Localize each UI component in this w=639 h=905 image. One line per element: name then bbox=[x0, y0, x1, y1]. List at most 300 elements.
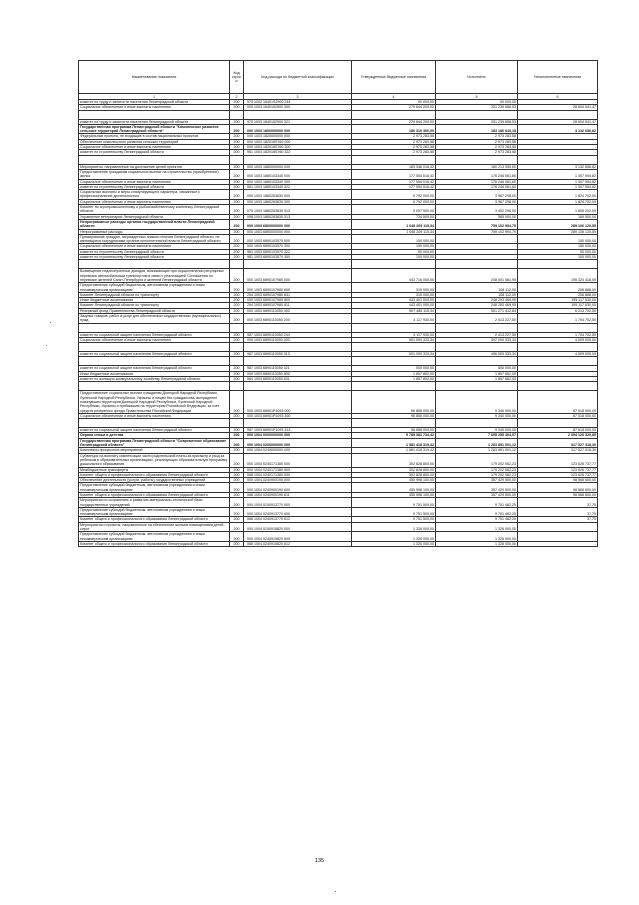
cell-done: 251 239 658,53 bbox=[436, 105, 518, 110]
cell-name: Комитет Ленинградской области по транспорту bbox=[79, 292, 230, 297]
cell-kbk: 000 1003 1880263830 000 bbox=[244, 190, 352, 200]
cell-plan: 443 716 000,00 bbox=[352, 269, 436, 283]
cell-name: Социальное обеспечение и иные выплаты населению bbox=[79, 199, 230, 204]
table-row bbox=[79, 507, 598, 517]
cell-rest: 1 704 702,50 bbox=[518, 332, 598, 337]
cell-rest: - bbox=[518, 371, 598, 376]
cell-code: 200 bbox=[230, 541, 244, 546]
cell-kbk: 000 1004 0240171380 500 bbox=[244, 467, 352, 472]
cell-kbk: 000 1003 6890107980 000 bbox=[244, 269, 352, 283]
cell-code: 200 bbox=[230, 105, 244, 110]
cell-rest: 206 888,00 bbox=[518, 283, 598, 293]
cell-rest: 3 132 656,82 bbox=[518, 164, 598, 169]
cell-rest: 98 568 600,00 bbox=[518, 478, 598, 483]
cell-code: 200 bbox=[230, 244, 244, 249]
spacer-cell bbox=[436, 323, 518, 332]
cell-plan: 455 998 100,00 bbox=[352, 478, 436, 483]
spacer-cell bbox=[518, 357, 598, 366]
cell-plan: 302 828 800,00 bbox=[352, 467, 436, 472]
scan-speck bbox=[50, 322, 51, 323]
cell-plan: 9 751 500,00 bbox=[352, 517, 436, 522]
spacer-cell bbox=[230, 357, 244, 366]
cell-kbk: 000 1003 1880000000 000 bbox=[244, 164, 352, 169]
cell-code: 200 bbox=[230, 119, 244, 124]
cell-code: 200 bbox=[230, 145, 244, 150]
cell-code: 200 bbox=[230, 283, 244, 293]
cell-done: 1 326 000,00 bbox=[436, 522, 518, 532]
cell-name: комитет по социальной защите населения Ленинградской области bbox=[79, 332, 230, 337]
cell-rest: 195 117 530,05 bbox=[518, 298, 598, 303]
cell-rest: 1 307 954,82 bbox=[518, 179, 598, 184]
cell-kbk: 987 1003 68901P1093 313 bbox=[244, 428, 352, 433]
cell-name: Обеспечение деятельности (услуги, работы) государственных учреждений bbox=[79, 478, 230, 483]
cell-name: комитет по социальной защите населения Ленинградской области bbox=[79, 366, 230, 371]
cell-name: Предоставление гражданам социальных выплат на строительство (приобретение) жилья bbox=[79, 169, 230, 179]
scan-speck bbox=[46, 345, 47, 346]
table-row bbox=[79, 234, 598, 244]
cell-name: Мероприятия, направленные на достижение целей проектов bbox=[79, 164, 230, 169]
cell-plan: 5 057 500,00 bbox=[352, 205, 436, 215]
cell-name: Закупка товаров, работ и услуг для обеспечения государственных (муниципальных) нужд bbox=[79, 313, 230, 323]
cell-code: 200 bbox=[230, 337, 244, 342]
cell-done: 176 246 061,60 bbox=[436, 179, 518, 184]
cell-kbk: 987 1003 6890110050 321 bbox=[244, 366, 352, 371]
cell-name: Мероприятия по сохранению и развитию материально-технической базы государственных учреждений bbox=[79, 498, 230, 508]
table-row bbox=[79, 205, 598, 215]
spacer-cell bbox=[352, 155, 436, 164]
table-row bbox=[79, 219, 598, 229]
cell-done: 7 695 255 404,57 bbox=[436, 433, 518, 438]
cell-name: комитет по труду и занятости населения Ленинградской области bbox=[79, 119, 230, 124]
header-budget-code: Код расхода по бюджетной классификации bbox=[244, 61, 352, 94]
cell-done: 176 246 061,60 bbox=[436, 184, 518, 189]
spacer-cell bbox=[79, 323, 230, 332]
cell-plan: 1 048 209 115,34 bbox=[352, 219, 436, 229]
spacer-cell bbox=[244, 260, 352, 269]
spacer-cell bbox=[244, 382, 352, 391]
cell-rest: 123 626 737,77 bbox=[518, 453, 598, 467]
spacer-cell bbox=[436, 419, 518, 428]
cell-done: 500 000,00 bbox=[436, 366, 518, 371]
cell-plan: 1 326 000,00 bbox=[352, 541, 436, 546]
cell-kbk: 981 1003 1880103340 322 bbox=[244, 184, 352, 189]
cell-plan: 1 048 209 115,34 bbox=[352, 229, 436, 234]
cell-plan: 9 751 500,00 bbox=[352, 498, 436, 508]
cell-done: 1 263 891 001,12 bbox=[436, 448, 518, 453]
cell-name: Предоставление субсидий бюджетным, автономным учреждениям и иным некоммерческим организациям bbox=[79, 483, 230, 493]
cell-code: 200 bbox=[230, 184, 244, 189]
column-number: 3 bbox=[244, 94, 352, 100]
spacer-cell bbox=[79, 260, 230, 269]
cell-kbk: 000 1003 1880103340 300 bbox=[244, 179, 352, 184]
cell-rest: - bbox=[518, 532, 598, 542]
spacer-cell bbox=[352, 419, 436, 428]
cell-kbk: 000 1004 0000000000 000 bbox=[244, 433, 352, 438]
cell-rest: - bbox=[518, 150, 598, 155]
cell-rest: 289 106 120,55 bbox=[518, 229, 598, 234]
cell-rest: 37,75 bbox=[518, 498, 598, 508]
cell-name: Управление ветеринарии Ленинградской области bbox=[79, 214, 230, 219]
cell-code: 200 bbox=[230, 532, 244, 542]
cell-kbk: 000 1003 6890000000 000 bbox=[244, 229, 352, 234]
cell-rest: 3 132 656,82 bbox=[518, 124, 598, 134]
cell-kbk: 075 1003 1880263830 313 bbox=[244, 205, 352, 215]
cell-code: 200 bbox=[230, 433, 244, 438]
cell-plan: 507 485 115,34 bbox=[352, 308, 436, 313]
cell-rest: 123 626 737,77 bbox=[518, 472, 598, 477]
cell-code: 200 bbox=[230, 303, 244, 308]
header-line-code: Код строк и bbox=[230, 61, 244, 94]
table-row bbox=[79, 313, 598, 323]
cell-kbk: 000 1003 182018S760 000 bbox=[244, 139, 352, 144]
spacer-row bbox=[79, 419, 598, 428]
cell-done: 9 340 000,00 bbox=[436, 413, 518, 418]
cell-done: 248 401 581,95 bbox=[436, 269, 518, 283]
cell-kbk: 000 1004 0240000000 000 bbox=[244, 448, 352, 453]
cell-code: 200 bbox=[230, 366, 244, 371]
spacer-cell bbox=[244, 155, 352, 164]
cell-name: Межбюджетные трансферты bbox=[79, 467, 230, 472]
cell-code: 200 bbox=[230, 371, 244, 376]
cell-plan: 150 000,00 bbox=[352, 244, 436, 249]
cell-name: Комитет Ленинградской области по транспорту bbox=[79, 303, 230, 308]
cell-plan: 2 973 283,58 bbox=[352, 134, 436, 139]
cell-done: 9 751 462,25 bbox=[436, 507, 518, 517]
spacer-cell bbox=[352, 343, 436, 352]
cell-kbk: 000 1004 0240913770 000 bbox=[244, 498, 352, 508]
cell-plan: 96 858 000,00 bbox=[352, 428, 436, 433]
cell-name: Предоставление социальных выплат гражданам Донецкой Народной Республики, Луганской Народной Республики, Украины и лицам без гражданства, вынужденно покинувшим территории Донецкой Народной Республики, Луганской Народной Республики, Украины и прибывшим на территорию Российской Федерации, за счет средств резервного фонда Правительства Российской Федерации bbox=[79, 391, 230, 413]
cell-done: 759 102 994,79 bbox=[436, 229, 518, 234]
cell-name: Иные бюджетные ассигнования bbox=[79, 298, 230, 303]
cell-plan: 455 998 100,00 bbox=[352, 493, 436, 498]
cell-name: Комитет общего и профессионального образования Ленинградской области bbox=[79, 493, 230, 498]
cell-done: 3 402 298,00 bbox=[436, 205, 518, 215]
cell-code: 200 bbox=[230, 190, 244, 200]
cell-rest: 1 307 954,82 bbox=[518, 169, 598, 179]
cell-code: 200 bbox=[230, 139, 244, 144]
cell-code: 200 bbox=[230, 517, 244, 522]
cell-done: 179 202 062,23 bbox=[436, 467, 518, 472]
cell-code: 200 bbox=[230, 269, 244, 283]
cell-plan: 186 319 300,00 bbox=[352, 124, 436, 134]
cell-plan: 5 792 000,00 bbox=[352, 190, 436, 200]
cell-code: 200 bbox=[230, 219, 244, 229]
cell-kbk: 000 1003 6890110050 300 bbox=[244, 337, 352, 342]
column-number: 2 bbox=[230, 94, 244, 100]
cell-rest: 6 213 702,50 bbox=[518, 308, 598, 313]
spacer-cell bbox=[79, 343, 230, 352]
cell-plan: 2 973 283,58 bbox=[352, 145, 436, 150]
cell-code: 200 bbox=[230, 453, 244, 467]
cell-plan: 177 554 016,42 bbox=[352, 184, 436, 189]
cell-code: 200 bbox=[230, 352, 244, 357]
cell-kbk: 000 1004 0240913770 600 bbox=[244, 507, 352, 517]
table-row bbox=[79, 483, 598, 493]
cell-done: 90 000,00 bbox=[436, 100, 518, 105]
cell-name: Комитет общего и профессионального образования Ленинградской области bbox=[79, 517, 230, 522]
cell-kbk: 000 1003 1820000000 000 bbox=[244, 134, 352, 139]
cell-name: комитет по строительству Ленинградской области bbox=[79, 184, 230, 189]
spacer-cell bbox=[244, 357, 352, 366]
header-indicator-name: Наименование показателя bbox=[79, 61, 230, 94]
spacer-cell bbox=[518, 419, 598, 428]
page-number: 135 bbox=[314, 858, 325, 864]
spacer-cell bbox=[436, 155, 518, 164]
cell-kbk: 000 1003 6890107980 600 bbox=[244, 283, 352, 293]
cell-rest: - bbox=[518, 377, 598, 382]
cell-name: Комитет общего и профессионального образования Ленинградской области bbox=[79, 472, 230, 477]
cell-code: 200 bbox=[230, 472, 244, 477]
cell-kbk: 098 1003 1880263830 313 bbox=[244, 214, 352, 219]
spacer-row bbox=[79, 382, 598, 391]
cell-name: Социальное обеспечение и иные выплаты населению bbox=[79, 145, 230, 150]
table-row bbox=[79, 269, 598, 283]
cell-name: Государственная программа Ленинградской области "Современное образование Ленинградской области" bbox=[79, 438, 230, 448]
cell-code: 200 bbox=[230, 229, 244, 234]
cell-code: 200 bbox=[230, 507, 244, 517]
cell-done: 251 239 658,53 bbox=[436, 119, 518, 124]
cell-rest: 37,75 bbox=[518, 507, 598, 517]
cell-plan: 279 844 200,00 bbox=[352, 119, 436, 124]
cell-plan: 150 000,00 bbox=[352, 234, 436, 244]
cell-code: 200 bbox=[230, 391, 244, 413]
cell-name: Комплексы процессных мероприятий bbox=[79, 448, 230, 453]
cell-kbk: 068 1004 0240913770 612 bbox=[244, 517, 352, 522]
cell-done: 176 246 061,60 bbox=[436, 169, 518, 179]
spacer-cell bbox=[230, 419, 244, 428]
cell-kbk: 981 1003 6890103570 322 bbox=[244, 249, 352, 254]
cell-done: - bbox=[436, 255, 518, 260]
cell-rest: 1 704 702,50 bbox=[518, 313, 598, 323]
cell-rest: - bbox=[518, 134, 598, 139]
cell-name: Социальное обеспечение и иные выплаты населению bbox=[79, 244, 230, 249]
spacer-cell bbox=[244, 323, 352, 332]
table-row bbox=[79, 453, 598, 467]
table-body bbox=[79, 100, 598, 547]
spacer-cell bbox=[244, 110, 352, 119]
cell-rest: 150 000,00 bbox=[518, 234, 598, 244]
cell-rest: - bbox=[518, 522, 598, 532]
cell-done: 179 202 062,23 bbox=[436, 472, 518, 477]
cell-rest: - bbox=[518, 541, 598, 546]
spacer-cell bbox=[230, 155, 244, 164]
table-row bbox=[79, 438, 598, 448]
cell-code: 200 bbox=[230, 292, 244, 297]
cell-code: 200 bbox=[230, 255, 244, 260]
column-number: 6 bbox=[518, 94, 598, 100]
cell-rest: 4 509 000,00 bbox=[518, 337, 598, 342]
cell-rest: - bbox=[518, 100, 598, 105]
cell-name: Предоставление субсидий бюджетным, автономным учреждениям и иным некоммерческим организациям bbox=[79, 532, 230, 542]
column-number: 1 bbox=[79, 94, 230, 100]
cell-kbk: 254 1003 6890107980 631 bbox=[244, 292, 352, 297]
column-number: 5 bbox=[436, 94, 518, 100]
cell-done: - bbox=[436, 234, 518, 244]
cell-kbk: 000 1003 6800000000 000 bbox=[244, 219, 352, 229]
cell-done: 496 500 333,34 bbox=[436, 352, 518, 357]
cell-done: 9 340 000,00 bbox=[436, 428, 518, 433]
cell-name: Субвенция на выплату компенсации части родительской платы за присмотр и уход за ребенком в образовательных организациях, реализующих образовательную программу дошкольного образования bbox=[79, 453, 230, 467]
cell-name: Иные бюджетные ассигнования bbox=[79, 371, 230, 376]
header-approved: Утвержденные бюджетные назначения bbox=[352, 61, 436, 94]
cell-name: Социальное обеспечение и иные выплаты населению bbox=[79, 337, 230, 342]
table-row bbox=[79, 541, 598, 546]
cell-kbk: 000 1003 1880103340 000 bbox=[244, 169, 352, 179]
cell-done: 179 202 062,23 bbox=[436, 453, 518, 467]
cell-plan: 96 858 000,00 bbox=[352, 391, 436, 413]
cell-plan: 177 554 016,42 bbox=[352, 169, 436, 179]
cell-rest: 50 000,00 bbox=[518, 249, 598, 254]
cell-rest: 98 568 600,00 bbox=[518, 483, 598, 493]
cell-code: 200 bbox=[230, 164, 244, 169]
spacer-cell bbox=[79, 357, 230, 366]
cell-rest: 289 106 120,55 bbox=[518, 219, 598, 229]
cell-name: Социальные выплаты и меры стимулирующего характера, связанные с профессиональной деятельностью bbox=[79, 190, 230, 200]
spacer-cell bbox=[352, 110, 436, 119]
cell-done: 2 973 283,58 bbox=[436, 145, 518, 150]
cell-plan: 315 000,00 bbox=[352, 283, 436, 293]
cell-plan: 734 500,00 bbox=[352, 214, 436, 219]
table-row bbox=[79, 283, 598, 293]
cell-kbk: 970 1003 1640152900 321 bbox=[244, 119, 352, 124]
cell-name: Охрана семьи и детства bbox=[79, 433, 230, 438]
cell-rest: 317 527 318,30 bbox=[518, 448, 598, 453]
cell-code: 200 bbox=[230, 377, 244, 382]
cell-rest: 1 655 202,00 bbox=[518, 205, 598, 215]
cell-rest: - bbox=[518, 139, 598, 144]
cell-kbk: 000 1004 0240915820 600 bbox=[244, 532, 352, 542]
cell-done: - bbox=[436, 244, 518, 249]
cell-name: Государственная программа Ленинградской области "Комплексное развитие сельских территорий Ленинградской области" bbox=[79, 124, 230, 134]
cell-name: Мероприятия и проекты, направленные на обеспечение жильем помещениями детей-сирот bbox=[79, 522, 230, 532]
cell-done: 180 213 359,60 bbox=[436, 164, 518, 169]
cell-rest: - bbox=[518, 366, 598, 371]
cell-kbk: 000 1003 182018S760 300 bbox=[244, 145, 352, 150]
cell-code: 200 bbox=[230, 124, 244, 134]
cell-name: Премирование граждан, награжденных знаком отличия Ленинградской области, не являющихся сотрудниками органов исполнительной власти Ленинградской области bbox=[79, 234, 230, 244]
cell-name: Предоставление субсидий бюджетным, автономным учреждениям и иным некоммерческим организациям bbox=[79, 283, 230, 293]
spacer-cell bbox=[436, 357, 518, 366]
cell-code: 200 bbox=[230, 298, 244, 303]
report-page bbox=[78, 60, 597, 547]
cell-code: 200 bbox=[230, 249, 244, 254]
cell-rest: 87 518 000,00 bbox=[518, 428, 598, 433]
spacer-cell bbox=[79, 419, 230, 428]
cell-kbk: 000 1004 0240900190 000 bbox=[244, 478, 352, 483]
cell-name: Непрограммные расходы bbox=[79, 229, 230, 234]
cell-done: 1 857 852,00 bbox=[436, 377, 518, 382]
cell-rest: 4 509 000,00 bbox=[518, 352, 598, 357]
cell-done: 565 000,00 bbox=[436, 214, 518, 219]
table-row bbox=[79, 532, 598, 542]
cell-name: Непрограммные расходы органов государственной власти Ленинградской области bbox=[79, 219, 230, 229]
cell-code: 200 bbox=[230, 199, 244, 204]
spacer-cell bbox=[230, 260, 244, 269]
cell-kbk: 000 1003 6890110050 200 bbox=[244, 313, 352, 323]
spacer-cell bbox=[352, 357, 436, 366]
cell-kbk: 254 1003 6890107980 811 bbox=[244, 303, 352, 308]
cell-done: 9 751 462,25 bbox=[436, 498, 518, 508]
cell-done: 1 263 891 001,12 bbox=[436, 438, 518, 448]
cell-kbk: 987 1003 6890110050 244 bbox=[244, 332, 352, 337]
cell-code: 200 bbox=[230, 483, 244, 493]
cell-code: 200 bbox=[230, 438, 244, 448]
header-executed: Исполнено bbox=[436, 61, 518, 94]
cell-rest: 87 518 000,00 bbox=[518, 413, 598, 418]
cell-done: 759 102 994,79 bbox=[436, 219, 518, 229]
cell-code: 200 bbox=[230, 205, 244, 215]
cell-kbk: 000 1004 0200000000 000 bbox=[244, 438, 352, 448]
cell-name: Социальное обеспечение и иные выплаты населению bbox=[79, 179, 230, 184]
cell-plan: 1 581 418 319,42 bbox=[352, 438, 436, 448]
cell-kbk: 000 1003 68901P1093 000 bbox=[244, 391, 352, 413]
spacer-cell bbox=[79, 110, 230, 119]
cell-name: Обеспечение комплексного развития сельских территорий bbox=[79, 139, 230, 144]
cell-done: 1 857 852,00 bbox=[436, 371, 518, 376]
cell-done: 3 967 298,00 bbox=[436, 199, 518, 204]
spacer-cell bbox=[518, 323, 598, 332]
cell-name: Комитет по агропромышленному и рыбохозяйственному комплексу Ленинградской области bbox=[79, 205, 230, 215]
cell-plan: 177 554 016,42 bbox=[352, 179, 436, 184]
cell-code: 200 bbox=[230, 150, 244, 155]
spacer-cell bbox=[244, 419, 352, 428]
scan-speck bbox=[335, 891, 336, 892]
cell-code: 200 bbox=[230, 179, 244, 184]
spacer-cell bbox=[352, 323, 436, 332]
cell-done: 248 283 469,95 bbox=[436, 303, 518, 308]
cell-kbk: 000 1004 0240171380 000 bbox=[244, 453, 352, 467]
cell-done: 1 326 000,00 bbox=[436, 532, 518, 542]
cell-done: 501 271 412,84 bbox=[436, 308, 518, 313]
cell-kbk: 000 1003 6890110050 800 bbox=[244, 371, 352, 376]
cell-rest: 28 604 541,47 bbox=[518, 119, 598, 124]
cell-rest: 317 527 318,30 bbox=[518, 438, 598, 448]
cell-done: 108 112,00 bbox=[436, 283, 518, 293]
cell-rest: 123 626 737,77 bbox=[518, 467, 598, 472]
cell-name: комитет по жилищно-коммунальному хозяйству Ленинградской области bbox=[79, 377, 230, 382]
cell-done: 357 429 500,00 bbox=[436, 493, 518, 498]
cell-code: 200 bbox=[230, 234, 244, 244]
cell-kbk: 000 1004 0240915820 000 bbox=[244, 522, 352, 532]
cell-rest: 98 568 600,00 bbox=[518, 493, 598, 498]
spacer-row bbox=[79, 343, 598, 352]
cell-name: комитет по социальной защите населения Ленинградской области bbox=[79, 352, 230, 357]
cell-plan: 90 000,00 bbox=[352, 100, 436, 105]
cell-plan: 500 000,00 bbox=[352, 366, 436, 371]
cell-done: 2 973 283,58 bbox=[436, 150, 518, 155]
cell-done: 2 413 227,50 bbox=[436, 332, 518, 337]
cell-kbk: 984 1003 6890110050 831 bbox=[244, 377, 352, 382]
cell-rest: 195 117 530,05 bbox=[518, 303, 598, 308]
cell-code: 200 bbox=[230, 214, 244, 219]
cell-plan: 100 000,00 bbox=[352, 255, 436, 260]
cell-code: 200 bbox=[230, 493, 244, 498]
spacer-cell bbox=[352, 382, 436, 391]
cell-done: 3 967 298,00 bbox=[436, 190, 518, 200]
cell-code: 200 bbox=[230, 498, 244, 508]
spacer-cell bbox=[79, 382, 230, 391]
cell-code: 200 bbox=[230, 313, 244, 323]
spacer-cell bbox=[230, 382, 244, 391]
spacer-cell bbox=[244, 343, 352, 352]
spacer-cell bbox=[436, 382, 518, 391]
cell-plan: 4 117 930,00 bbox=[352, 332, 436, 337]
spacer-cell bbox=[79, 155, 230, 164]
cell-plan: 2 973 283,58 bbox=[352, 139, 436, 144]
cell-rest: 206 888,00 bbox=[518, 292, 598, 297]
cell-kbk: 970 1002 16401S2900 244 bbox=[244, 100, 352, 105]
